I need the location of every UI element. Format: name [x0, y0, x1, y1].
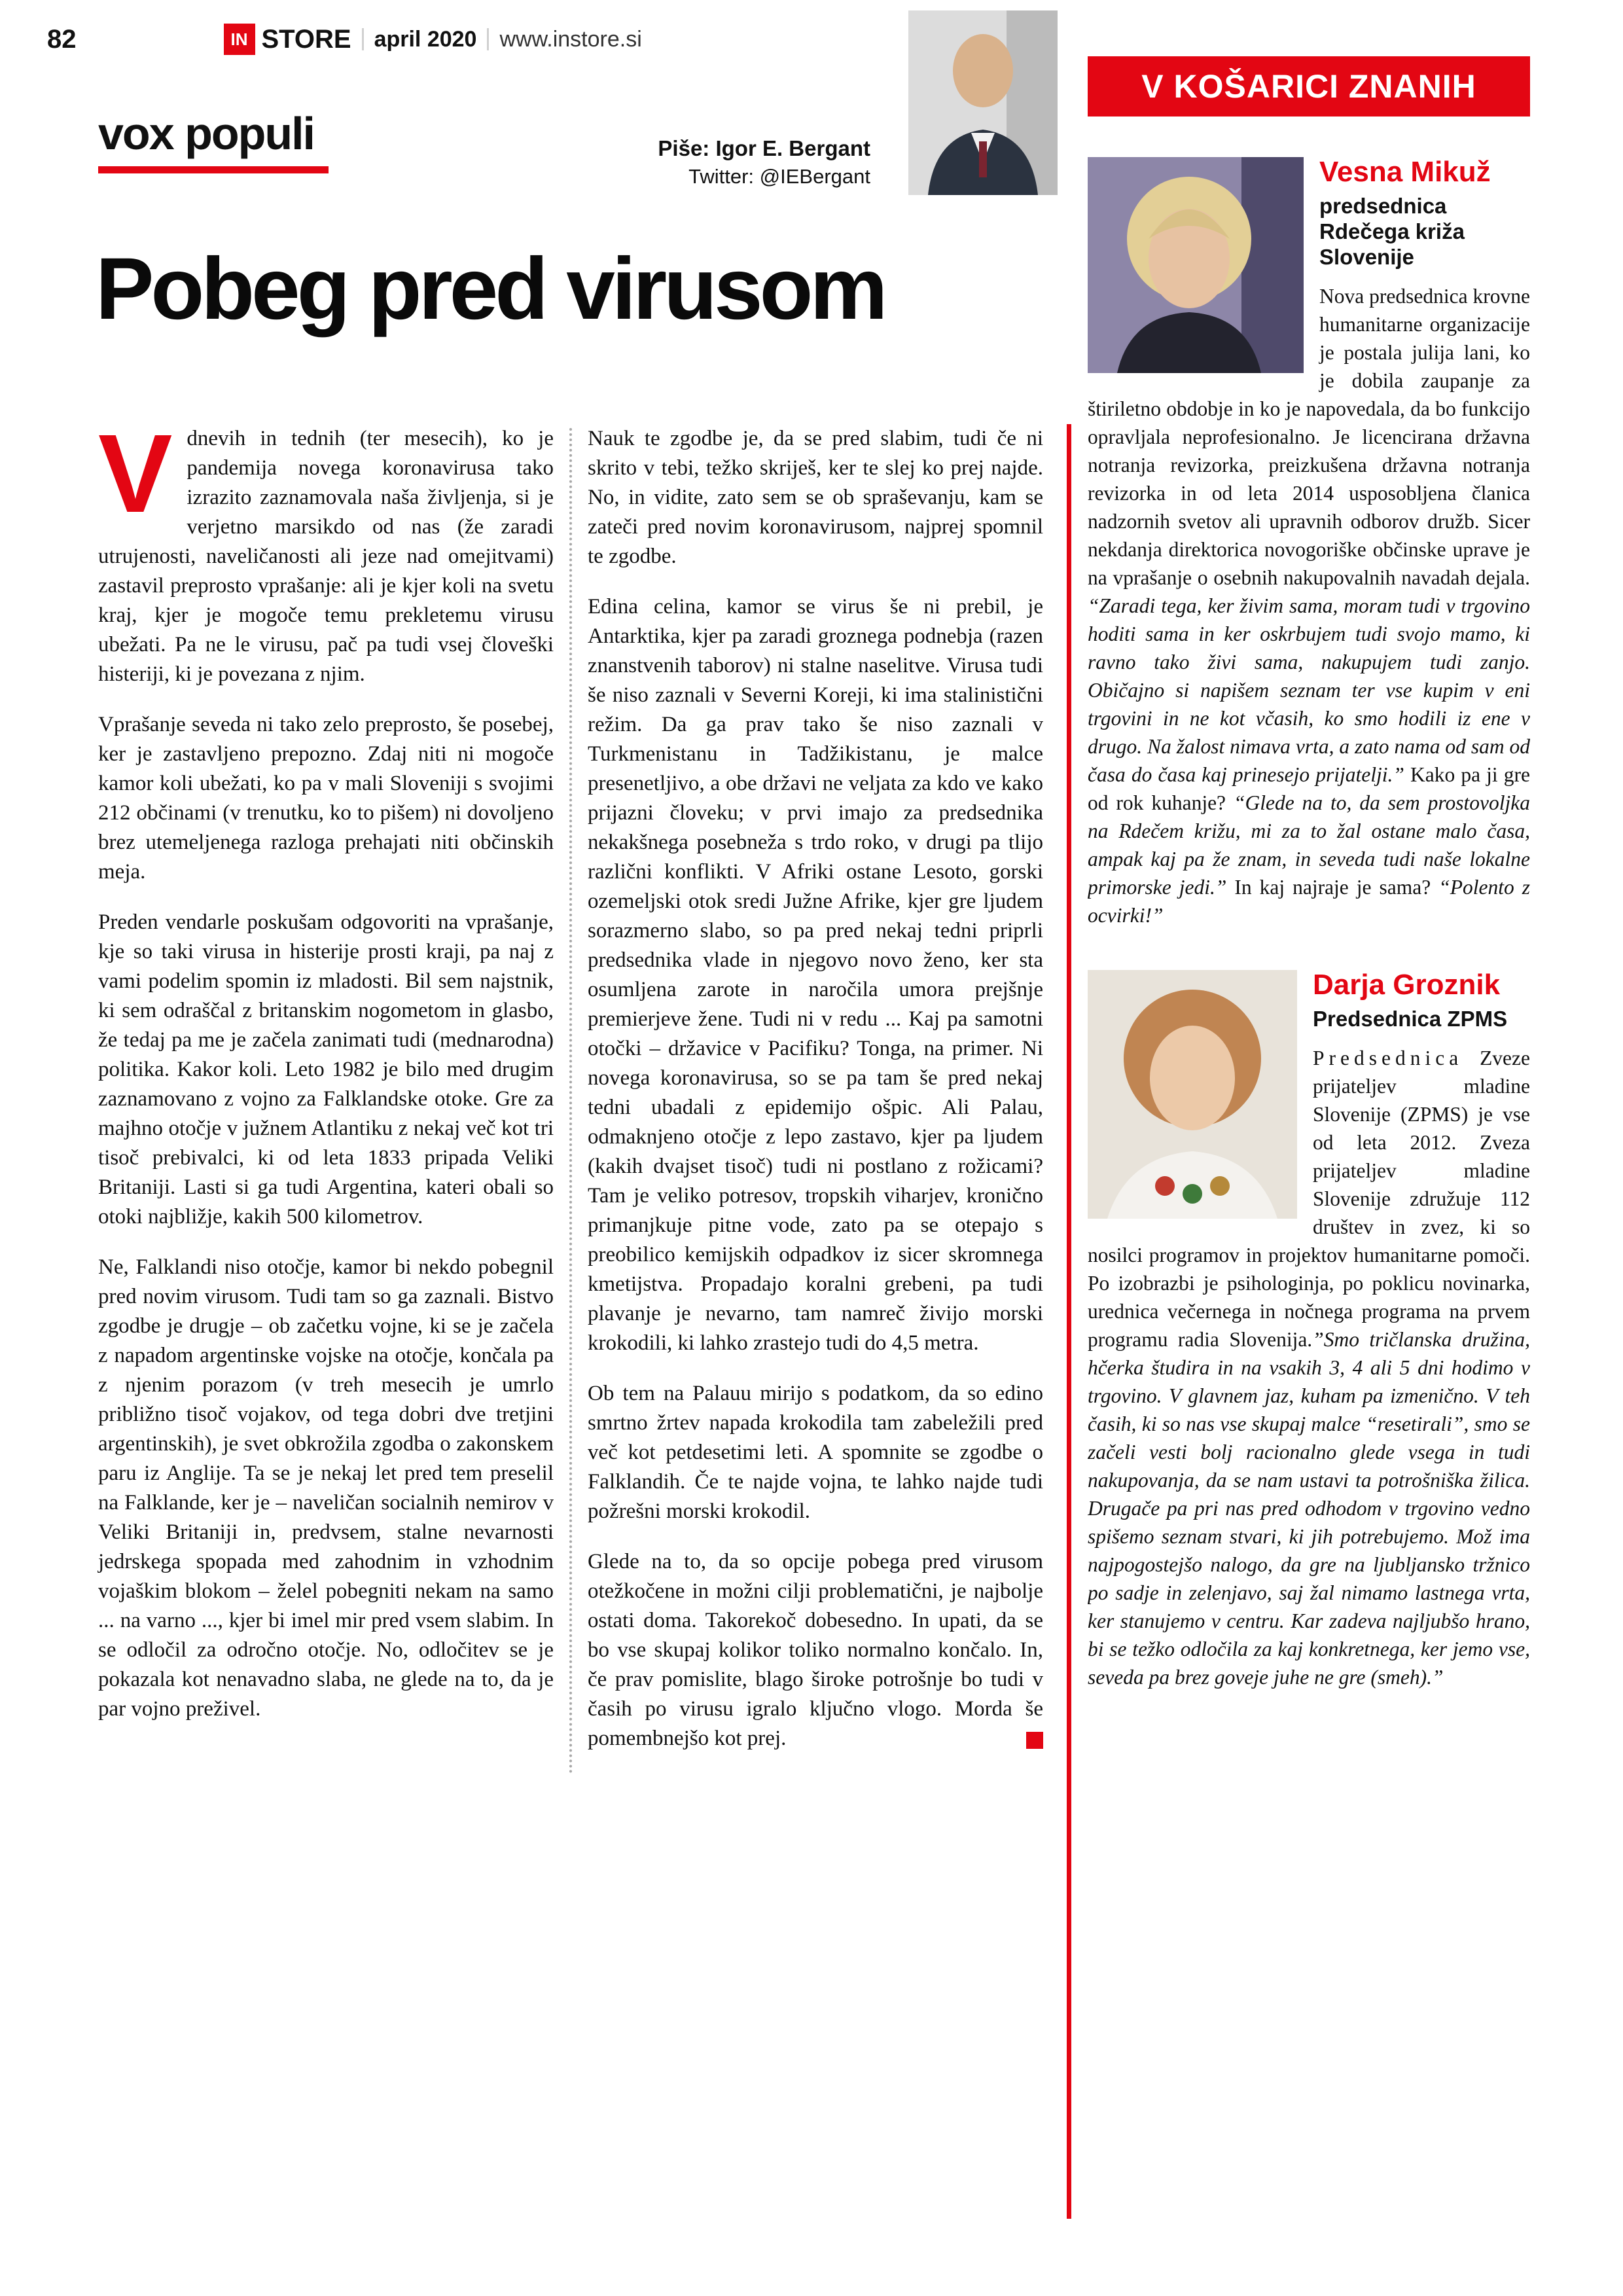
header-divider: [487, 28, 489, 50]
profile-quote: “Zaradi tega, ker živim sama, moram tudi v trgovino hoditi sama in ker oskrbujem tudi svojo mamo, ki ravno tako živi sama, nakupujem tudi zanjo. Običajno si napišem seznam ter vse kupim v eni trgovini in ne kot včasih, ko smo hodili iz ene v drugo. Na žalost nimava vrta, a zato nama od sam od časa do časa kaj prinesejo prijatelji.”: [1088, 594, 1530, 786]
author-photo: [908, 10, 1058, 195]
page-number: 82: [47, 24, 77, 54]
profile-quote: “Glede na to, da sem prostovoljka na Rdečem križu, mi za to žal ostane malo časa, ampak kaj pa že znam, in seveda tudi naše lokalne primorske jedi.”: [1088, 791, 1530, 899]
instore-logo-mark: IN: [224, 24, 255, 55]
article-body: [98, 412, 1046, 1774]
author-photo-graphic: [908, 10, 1058, 195]
paragraph: Edina celina, kamor se virus še ni prebil, je Antarktika, kjer pa zaradi groznega podnebja (razen znanstvenih taborov) ni stalne naselitve. Virusa tudi še niso zaznali v Severni Koreji, ki ima stalinistični režim. Da ga prav tako še niso zaznali v Turkmenistanu in Tadžikistanu, je malce presenetljivo, a obe državi ne veljata za kdo ve kako prijazni človeku; v prvi imajo za predsednika nekakšnega posebneža s trdo roko, v drugi pa tlijo različni konflikti. V Afriki ostane Lesoto, gorski ozemeljski otok sredi Južne Afrike, kjer gre ljudem sorazmerno slabo, so pa pred nekaj tedni priprli predsednika vlade in njegovo novo ženo, ker sta osumljena zarote in naročila umora prejšnje premierjeve žene. Tudi ni v redu ... Kaj pa samotni otočki – državice v Pacifiku? Tonga, na primer. Ni novega koronavirusa, so se pa tam še pred nekaj tedni ubadali z epidemijo ošpic. Ali Palau, odmaknjeno otočje z lepo zastavo, kjer pa ljudem (kakih dvajset tisoč) tudi ni postlano z rožicami? Tam je veliko potresov, tropskih viharjev, kronično primanjkuje pitne vode, zato pa se otepajo s preobilico kemijskih odpadkov iz sicer skromnega kmetijstva. Propadajo koralni grebeni, pa tudi plavanje je nevarno, tam namreč živijo morski krokodili, ki lahko zrastejo tudi do 4,5 metra.: [588, 595, 1043, 1355]
paragraph: Ne, Falklandi niso otočje, kamor bi nekdo pobegnil pred novim virusom. Tudi tam so ga zaznali. Bistvo zgodbe je drugje – ob začetku vojne, ki se je začela z napadom argentinske vojske na otočje, končala pa z njenim porazom (v treh mesecih je umrlo približno tisoč vojakov, od tega dobri dve tretjini argentinskih), je svet obkrožila zgodba o zakonskem paru iz Anglije. Ta se je nekaj let pred tem preselil na Falklande, ker je – naveličan socialnih nemirov v Veliki Britaniji in, predvsem, stalne nevarnosti jedrskega spopada med zahodnim in vzhodnim vojaškim blokom – želel pobegniti nekam na samo ... na varno ..., kjer bi imel mir pred vsem slabim. In se odločil za odročno otočje. No, odločitev se je pokazala kot nenavadno slaba, ne glede na to, da je par vojno preživel.: [98, 1255, 554, 1721]
profile-vesna-mikuz: [1088, 153, 1530, 929]
darja-groznik-photo: [1088, 970, 1297, 1219]
profile-text-plain: Kako pa ji gre od rok kuhanje?: [1088, 762, 1530, 814]
byline-block: [556, 136, 870, 188]
section-title: vox populi: [98, 108, 314, 159]
profile-lead-word: Predsednica: [1313, 1046, 1463, 1069]
page-header: [47, 24, 642, 55]
paragraph: [588, 1547, 1043, 1753]
vesna-mikuz-photo-graphic: [1088, 157, 1304, 373]
paragraph: Ob tem na Palauu mirijo s podatkom, da so edino smrtno žrtev napada krokodila tam zabeležili pred več kot petdesetimi leti. A spomnite se zgodbe o Falklandih. Če te najde vojna, te lahko najde tudi požrešni morski krokodil.: [588, 1382, 1043, 1523]
profile-name: Vesna Mikuž: [1319, 156, 1491, 188]
column-divider: [569, 428, 572, 1774]
article-column-1: [98, 412, 554, 1774]
profile-text-plain: Zveze prijateljev mladine Slovenije (ZPMS) je vse od leta 2012. Zveza prijateljev mladine Slovenije združuje 112 društev in zvez, ki so nosilci programov in projektov humanitarne pomoči. Po izobrazbi je psihologinja, po poklicu novinarka, urednica večernega in nočnega programa na prvem programu radia Slovenija.: [1088, 1046, 1530, 1351]
paragraph-text: Glede na to, da so opcije pobega pred virusom otežkočene in možni cilji problematični, je najbolje ostati doma. Takorekoč dobesedno. In upati, da se bo vse skupaj kolikor toliko normalno končalo. In, če prav pomislite, blago široke potrošnje bo tudi v časih po virusu igralo ključno vlogo. Morda še pomembnejšo kot prej.: [588, 1550, 1043, 1750]
issue-date: april 2020: [374, 26, 477, 52]
darja-groznik-photo-graphic: [1088, 970, 1297, 1219]
header-divider: [362, 28, 364, 50]
vesna-mikuz-photo: [1088, 157, 1304, 373]
instore-logo-text: STORE: [261, 24, 351, 54]
sidebar: [1088, 56, 1530, 1691]
paragraph: Preden vendarle poskušam odgovoriti na vprašanje, kje so taki virusa in histerije prosti kraji, pa naj z vami podelim spomin iz mladosti. Bil sem najstnik, ki sem odraščal z britanskim nogometom in glasbo, že tedaj pa me je začela zanimati tudi (mednarodna) politika. Kakor koli. Leto 1982 je bilo med drugim zaznamovano z vojno za Falklandske otoke. Gre za majhno otočje v južnem Atlantiku z nekaj več kot tri tisoč prebivalci, ki od leta 1833 pripada Veliki Britaniji. Lasti si ga tudi Argentina, kateri obali so otoki najbližje, kakih 500 kilometrov.: [98, 910, 554, 1229]
paragraph-text: dnevih in tednih (ter mesecih), ko je pandemija novega koronavirusa tako izrazito zaznamovala naša življenja, si je verjetno marsikdo od nas (že zaradi utrujenosti, naveličanosti ali jeze nad omejitvami) zastavil preprosto vprašanje: ali je kjer koli na svetu kraj, kjer je mogoče temu prekletemu virusu ubežati. Pa ne le virusu, pač pa tudi vsej človeški histeriji, ki je povezana z njim.: [98, 427, 554, 686]
end-mark: [1026, 1732, 1043, 1749]
sidebar-title: V KOŠARICI ZNANIH: [1088, 56, 1530, 117]
profile-darja-groznik: [1088, 966, 1530, 1691]
author-twitter: Twitter: @IEBergant: [688, 165, 870, 188]
profile-quote: “Polento z ocvirki!”: [1088, 875, 1530, 927]
profile-quote: ”Smo tričlanska družina, hčerka študira in na vsakih 3, 4 ali 5 dni hodimo v trgovino. V glavnem jaz, kuham pa izmenično. V teh časih, ki so nas vse skupaj malce “resetirali”, smo se začeli vesti bolj racionalno glede vsega in tudi nakupovanja, da se nam ustavi ta potrošniška žilica. Drugače pa pri nas pred odhodom v trgovino vedno spišemo seznam stvari, ki jih potrebujemo. Mož ima najpogostejšo nalogo, da gre na ljubljansko tržnico po sadje in zelenjavo, saj žal nimamo lastnega vrta, ker stanujemo v centru. Kar zadeva najljubšo hrano, bi se težko odločila za kaj konkretnega, ker jemo vse, seveda pa brez goveje juhe ne gre (smeh).”: [1088, 1327, 1530, 1689]
article-column-2: [588, 424, 1043, 1774]
profile-text-plain: Nova predsednica krovne humanitarne organizacije je postala julija lani, ko je dobila zaupanje za štiriletno obdobje in ko je napovedala, da bo funkcijo opravljala neprofesionalno. Je licencirana državna notranja revizorka, preizkušena državna notranja revizorka in od leta 2014 usposobljena članica nadzornih svetov ali upravnih odborov družb. Sicer nekdanja direktorica novogoriške občinske uprave je na vprašanje o osebnih nakupovalnih navadah dejala.: [1088, 284, 1530, 589]
paragraph: Vprašanje seveda ni tako zelo preprosto, še posebej, ker je zastavljeno prepozno. Zdaj niti ni mogoče kamor koli ubežati, ko pa v mali Sloveniji s svojimi 212 občinami (v trenutku, ko to pišem) ni dovoljeno brez utemeljenega razloga prehajati niti občinskih meja.: [98, 713, 554, 884]
profile-text: [1088, 282, 1530, 929]
paragraph: Nauk te zgodbe je, da se pred slabim, tudi če ni skrito v tebi, težko skriješ, ker te slej ko prej najde. No, in vidite, zato sem se ob spraševanju, kam se zateči pred novim koronavirusom, najprej spomnil te zgodbe.: [588, 427, 1043, 568]
author-byline: Piše: Igor E. Bergant: [658, 136, 870, 160]
section-head: [98, 107, 329, 173]
paragraph: [98, 412, 554, 689]
article-title: Pobeg pred virusom: [96, 240, 885, 338]
profile-role: Predsednica ZPMS: [1313, 1006, 1508, 1031]
profile-text-plain: In kaj najraje je sama?: [1226, 875, 1439, 899]
profile-name: Darja Groznik: [1313, 968, 1501, 1001]
vertical-red-rule: [1067, 424, 1071, 2219]
instore-logo: [224, 24, 642, 55]
profile-role: predsednica Rdečega križa Slovenije: [1319, 194, 1465, 269]
website-url: www.instore.si: [499, 26, 642, 52]
section-title-underline: [98, 166, 329, 173]
dropcap: V: [98, 412, 173, 536]
